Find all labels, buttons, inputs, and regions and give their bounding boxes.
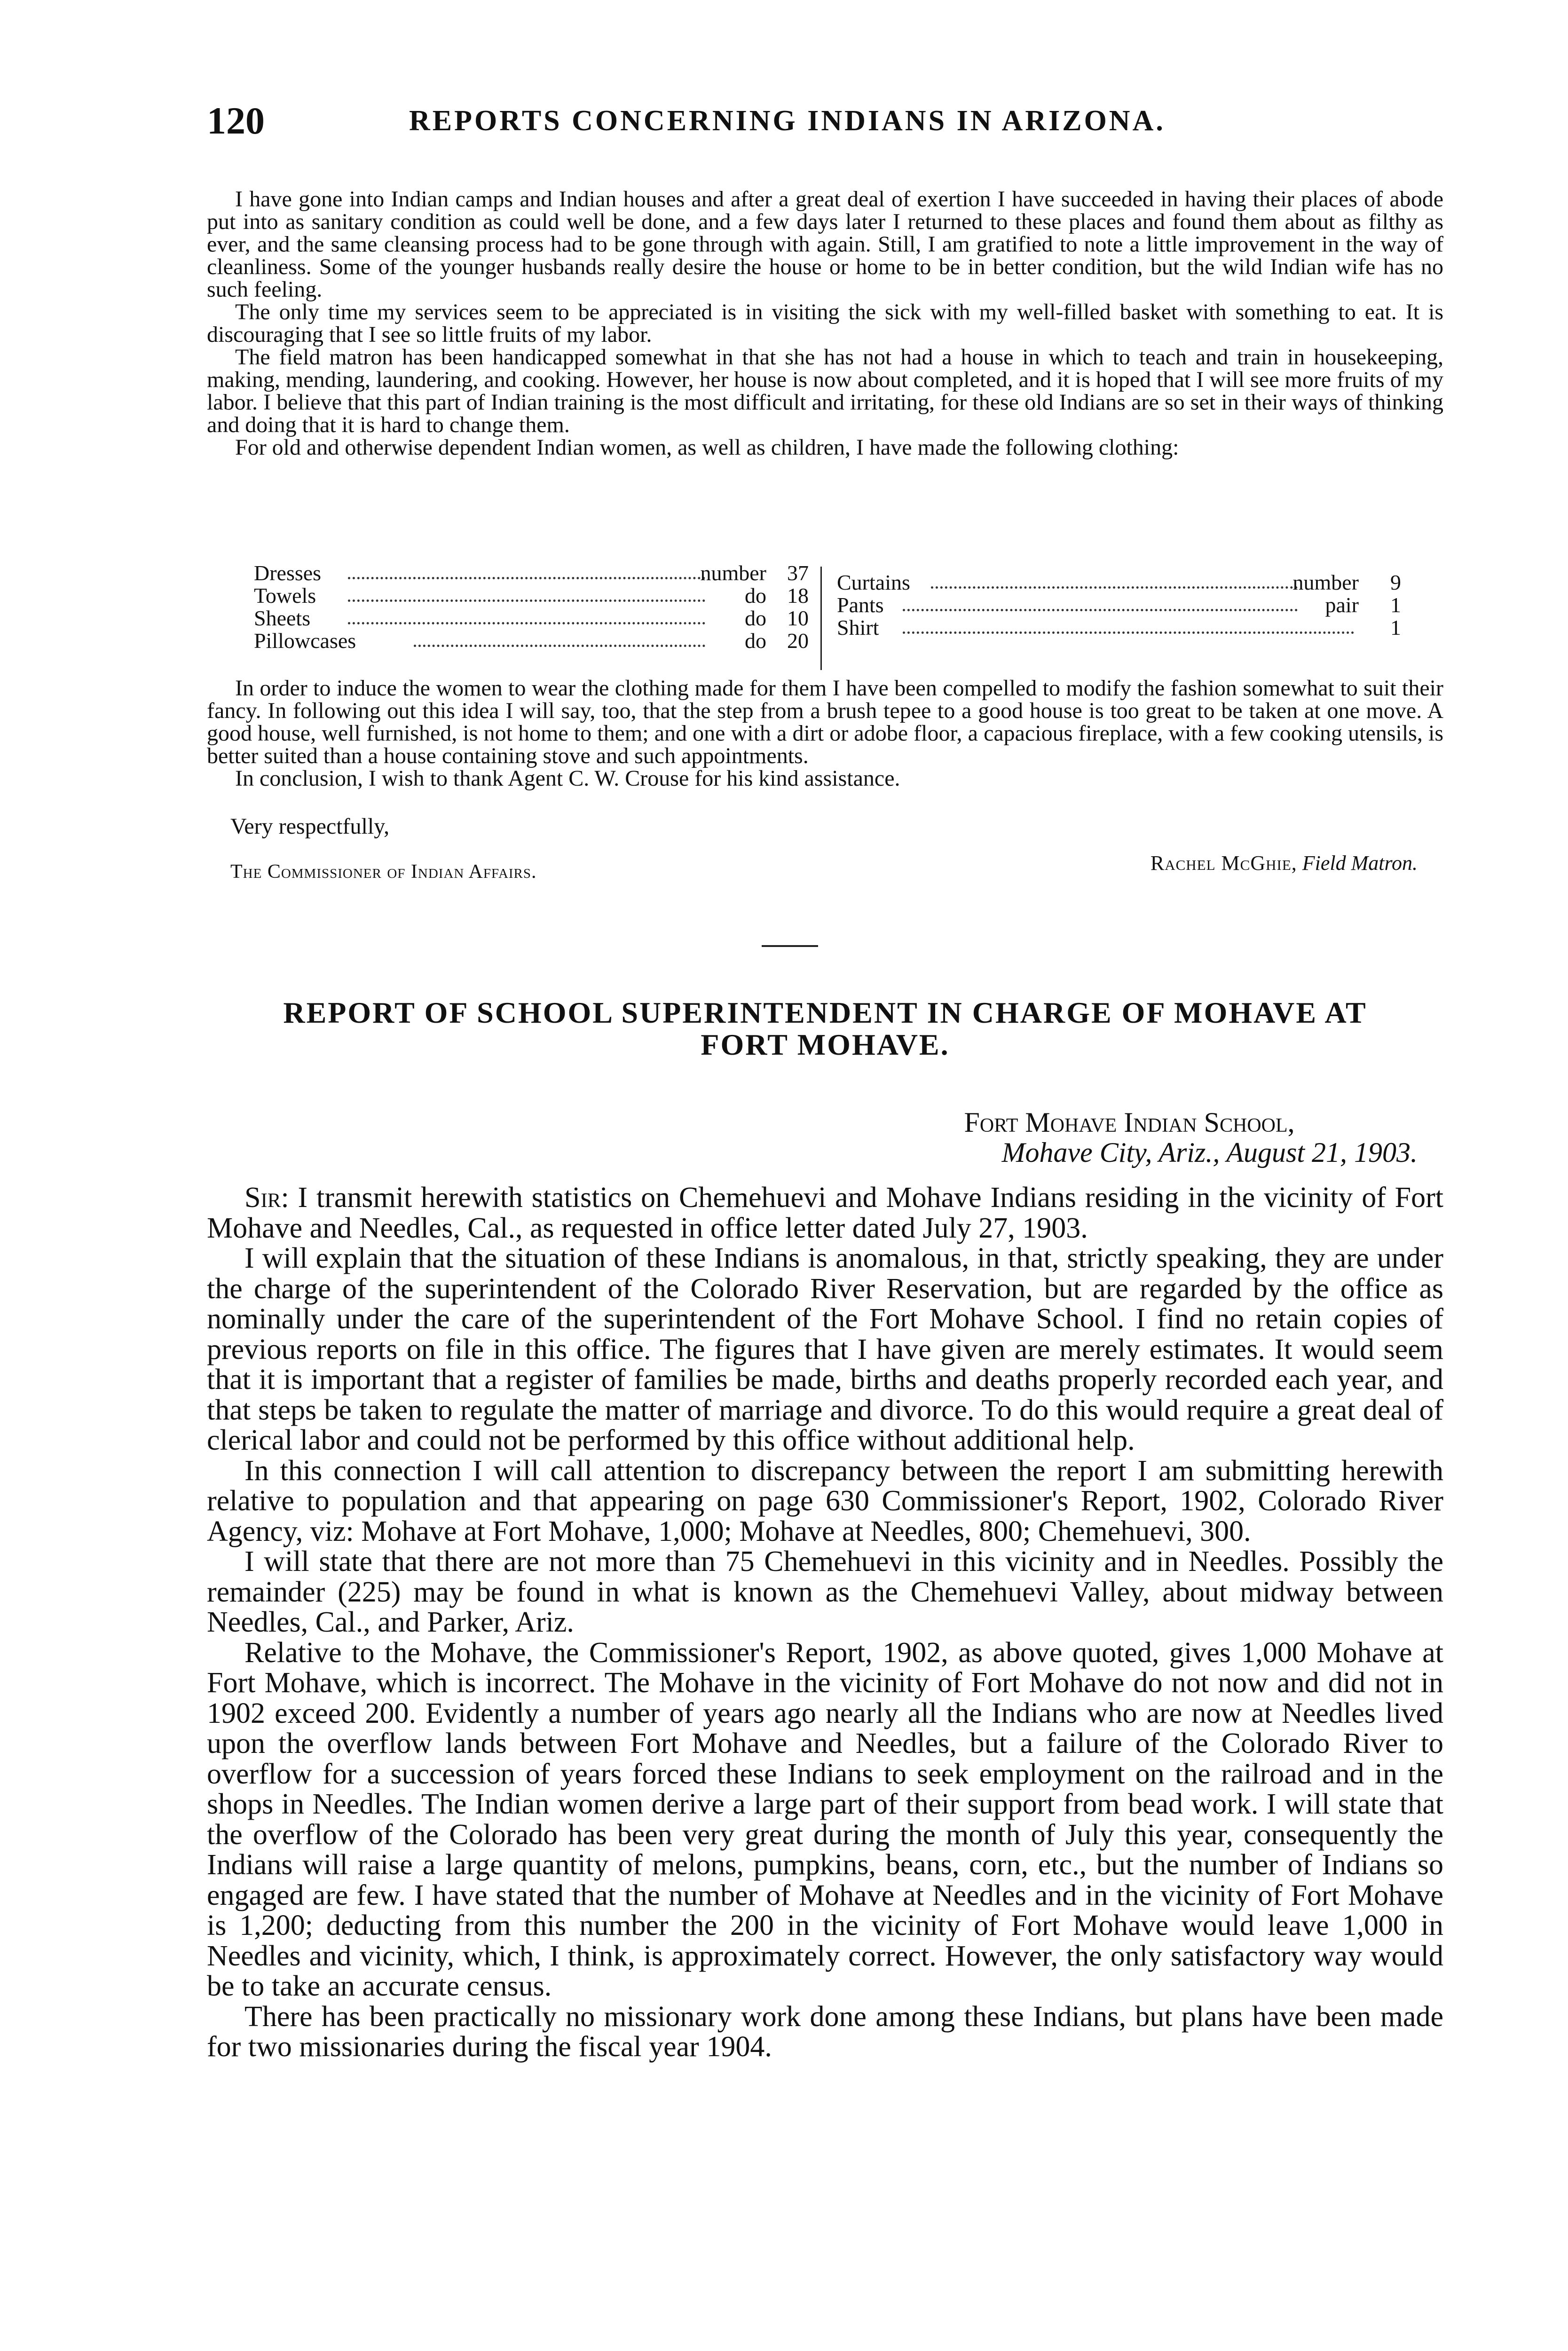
field-matron-body <box>207 188 1443 459</box>
section-divider <box>762 945 818 947</box>
leader-dots <box>903 598 1298 611</box>
page-number: 120 <box>207 99 265 142</box>
leader-dots <box>903 620 1354 634</box>
page-header <box>207 99 1429 165</box>
table-cell-item: Curtains <box>837 570 910 594</box>
leader-dots <box>348 588 705 602</box>
table-row <box>254 562 809 584</box>
paragraph: In order to induce the women to wear the clothing made for them I have been compelled to modify the fashion somewhat to suit their fancy. In following out this idea I will say, too, that the step from a brush tepee to a good house is too great to be taken at one move. A good house, well furnished, is not home to them; and one with a dirt or adobe floor, a capacious fireplace, with a few cooking utensils, is better suited than a house containing stove and such appointments. <box>207 676 1443 768</box>
addressee: The Commissioner of Indian Affairs. <box>230 861 537 883</box>
table-cell-item: Pants <box>837 593 884 617</box>
leader-dots <box>931 575 1298 589</box>
table-row <box>254 584 809 607</box>
paragraph: For old and otherwise dependent Indian women, as well as children, I have made the following clothing: <box>235 435 1179 460</box>
paragraph: In conclusion, I wish to thank Agent C. W. Crouse for his kind assistance. <box>235 766 900 791</box>
table-cell-unit: do <box>745 629 766 653</box>
letterhead-place-date: Mohave City, Ariz., August 21, 1903. <box>1001 1137 1418 1168</box>
closing: Very respectfully, <box>230 814 390 839</box>
paragraph: I have gone into Indian camps and Indian houses and after a great deal of exertion I have succeeded in having their places of abode put into as sanitary condition as could well be done, and a few days later I returned to these places and found them about as filthy as ever, and the same cleansing process had to be gone through with again. Still, I am gratified to note a little improvement in the way of cleanliness. Some of the younger husbands really desire the house or home to be in better condition, but the wild Indian wife has no such feeling. <box>207 187 1443 302</box>
signature-role: Field Matron. <box>1302 852 1418 875</box>
report-title-line: REPORT OF SCHOOL SUPERINTENDENT IN CHARGE OF MOHAVE AT <box>283 996 1367 1029</box>
table-cell-qty: 9 <box>1390 570 1401 594</box>
table-cell-qty: 1 <box>1390 593 1401 617</box>
table-row <box>837 571 1401 594</box>
paragraph: The only time my services seem to be appreciated is in visiting the sick with my well-filled basket with something to eat. It is discouraging that I see so little fruits of my labor. <box>207 300 1443 347</box>
signature-name: Rachel McGhie, <box>1150 852 1297 875</box>
table-cell-unit: do <box>745 606 766 630</box>
table-cell-qty: 20 <box>787 629 809 653</box>
paragraph: The field matron has been handicapped somewhat in that she has not had a house in which to teach and train in housekeeping, making, mending, laundering, and cooking. However, her house is now about completed, and it is hoped that I will see more fruits of my labor. I believe that this part of Indian training is the most difficult and irritating, for these old Indians are so set in their ways of thinking and doing that it is hard to change them. <box>207 345 1443 437</box>
paragraph: In this connection I will call attention to discrepancy between the report I am submitting herewith relative to population and that appearing on page 630 Commissioner's Report, 1902, Colorado River Agency, viz: Mohave at Fort Mohave, 1,000; Mohave at Needles, 800; Chemehuevi, 300. <box>207 1454 1443 1547</box>
clothing-table <box>254 561 1401 670</box>
table-cell-item: Dresses <box>254 561 322 585</box>
field-matron-body-continued <box>207 677 1443 790</box>
table-cell-unit: number <box>700 561 766 585</box>
leader-dots <box>414 633 705 647</box>
table-cell-item: Towels <box>254 584 316 607</box>
table-row <box>254 630 809 652</box>
table-cell-unit: pair <box>1325 593 1359 617</box>
table-cell-unit: do <box>745 584 766 607</box>
running-title: REPORTS CONCERNING INDIANS IN ARIZONA. <box>409 105 1166 137</box>
table-row <box>837 616 1401 639</box>
signature <box>1150 851 1418 875</box>
letterhead-school: Fort Mohave Indian School, <box>964 1107 1295 1138</box>
table-cell-qty: 1 <box>1390 615 1401 639</box>
leader-dots <box>348 566 705 579</box>
paragraph: I will state that there are not more than 75 Chemehuevi in this vicinity and in Needles. Possibly the remainder (225) may be found in what is known as the Chemehuevi Valley, about midway between Needles, Cal., and Parker, Ariz. <box>207 1546 1443 1638</box>
report-title <box>207 997 1443 1061</box>
table-cell-qty: 18 <box>787 584 809 607</box>
leader-dots <box>348 611 705 624</box>
report-title-line: FORT MOHAVE. <box>701 1028 950 1061</box>
table-cell-item: Pillowcases <box>254 629 356 653</box>
letterhead <box>964 1107 1418 1168</box>
paragraph: There has been practically no missionary work done among these Indians, but plans have been made for two missionaries during the fiscal year 1904. <box>207 2000 1443 2063</box>
table-cell-item: Shirt <box>837 615 879 639</box>
clothing-table-right-column <box>837 571 1401 639</box>
paragraph: Relative to the Mohave, the Commissioner's Report, 1902, as above quoted, gives 1,000 Mohave at Fort Mohave, which is incorrect. The Mohave in the vicinity of Fort Mohave do not now and did not in 1902 exceed 200. Evidently a number of years ago nearly all the Indians who are now at Needles lived upon the overflow lands between Fort Mohave and Needles, but a failure of the Colorado River to overflow for a succession of years forced these Indians to seek employment on the railroad and in the shops in Needles. The Indian women derive a large part of their support from bead work. I will state that the overflow of the Colorado has been very great during the month of July this year, consequently the Indians will raise a large quantity of melons, pumpkins, beans, corn, etc., but the number of Indians so engaged are few. I have stated that the number of Mohave at Needles and in the vicinity of Fort Mohave is 1,200; deducting from this number the 200 in the vicinity of Fort Mohave would leave 1,000 in Needles and vicinity, which, I think, is approximately correct. However, the only satisfactory way would be to take an accurate census. <box>207 1636 1443 2002</box>
table-row <box>254 607 809 630</box>
table-cell-qty: 37 <box>787 561 809 585</box>
table-cell-qty: 10 <box>787 606 809 630</box>
clothing-table-left-column <box>254 562 809 652</box>
school-report-body <box>207 1183 1443 2062</box>
salutation: Sir: <box>244 1182 289 1214</box>
paragraph <box>207 1183 1443 1243</box>
table-row <box>837 594 1401 616</box>
table-divider <box>820 567 822 670</box>
paragraph-text: I transmit herewith statistics on Chemehuevi and Mohave Indians residing in the vicinity of Fort Mohave and Needles, Cal., as requested in office letter dated July 27, 1903. <box>207 1182 1444 1244</box>
table-cell-unit: number <box>1292 570 1359 594</box>
table-cell-item: Sheets <box>254 606 311 630</box>
paragraph: I will explain that the situation of these Indians is anomalous, in that, strictly speaking, they are under the charge of the superintendent of the Colorado River Reservation, but are regarded by the office as nominally under the care of the superintendent of the Fort Mohave School. I find no retain copies of previous reports on file in this office. The figures that I have given are merely estimates. It would seem that it is important that a register of families be made, births and deaths properly recorded each year, and that steps be taken to regulate the matter of marriage and divorce. To do this would require a great deal of clerical labor and could not be performed by this office without additional help. <box>207 1242 1443 1456</box>
